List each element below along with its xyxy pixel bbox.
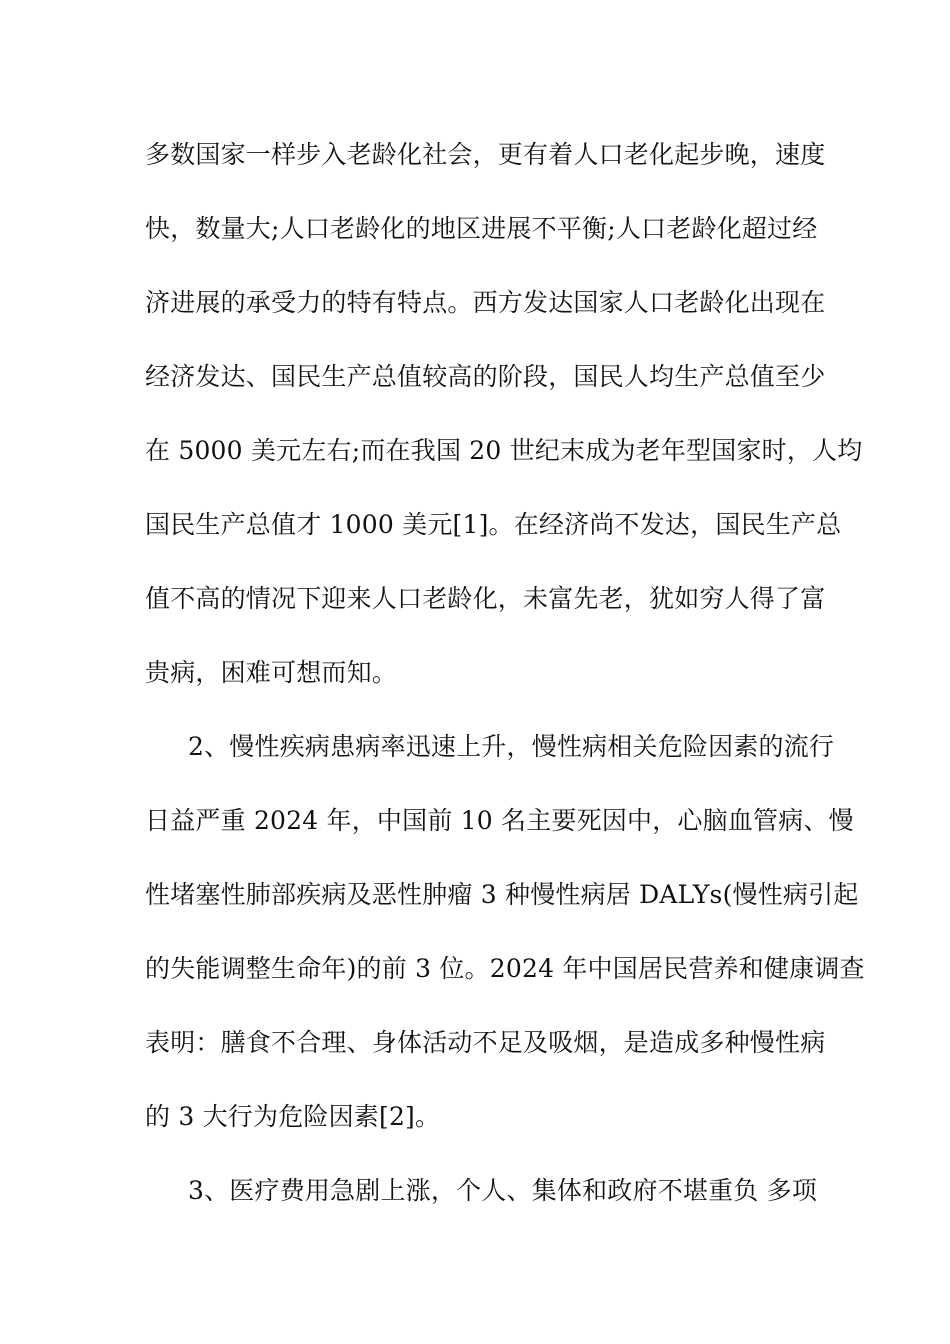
paragraph-3-first-line: 3、医疗费用急剧上涨，个人、集体和政府不堪重负 多项 [188, 1176, 818, 1205]
text-line: 快，数量大;人口老龄化的地区进展不平衡;人口老龄化超过经 [145, 214, 818, 243]
text-line: 济进展的承受力的特有特点。西方发达国家人口老龄化出现在 [145, 288, 826, 317]
text-line: 国民生产总值才 1000 美元[1]。在经济尚不发达，国民生产总 [145, 510, 842, 539]
text-line: 的 3 大行为危险因素[2]。 [145, 1102, 441, 1131]
text-line: 多数国家一样步入老龄化社会，更有着人口老化起步晚，速度 [145, 140, 826, 169]
text-line: 的失能调整生命年)的前 3 位。2024 年中国居民营养和健康调查 [145, 954, 865, 983]
text-line: 表明：膳食不合理、身体活动不足及吸烟，是造成多种慢性病 [145, 1028, 826, 1057]
text-line: 日益严重 2024 年，中国前 10 名主要死因中，心脑血管病、慢 [145, 806, 854, 835]
paragraph-2-first-line: 2、慢性疾病患病率迅速上升，慢性病相关危险因素的流行 [188, 732, 835, 761]
text-line: 贵病，困难可想而知。 [145, 658, 398, 687]
text-line: 值不高的情况下迎来人口老龄化，未富先老，犹如穷人得了富 [145, 584, 826, 613]
text-line: 性堵塞性肺部疾病及恶性肿瘤 3 种慢性病居 DALYs(慢性病引起 [145, 880, 859, 909]
text-line: 经济发达、国民生产总值较高的阶段，国民人均生产总值至少 [145, 362, 826, 391]
text-line: 在 5000 美元左右;而在我国 20 世纪末成为老年型国家时，人均 [145, 436, 863, 465]
